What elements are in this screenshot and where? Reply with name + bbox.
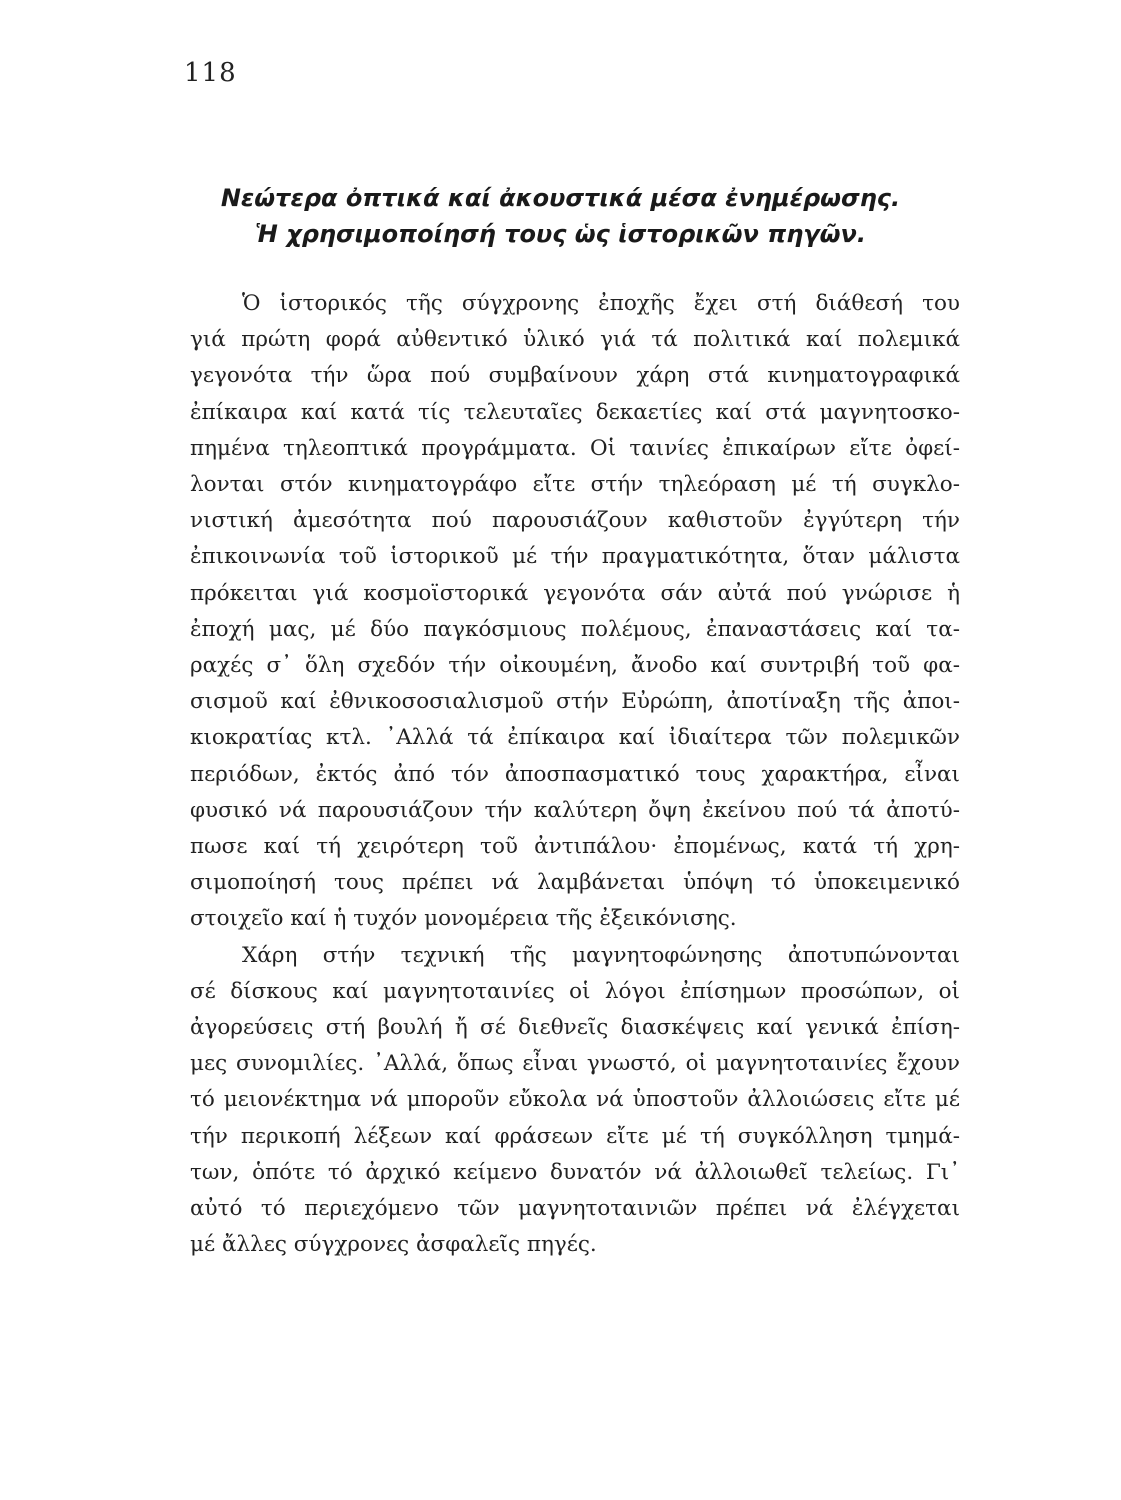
text-line: πρόκειται γιά κοσμοϊστορικά γεγονότα σάν αὐτά πού γνώρισε ἡ	[190, 580, 960, 606]
text-line: γεγονότα τήν ὥρα πού συμβαίνουν χάρη στά κινηματογραφικά	[190, 363, 960, 389]
text-line: μέ ἄλλες σύγχρονες ἀσφαλεῖς πηγές.	[190, 1232, 597, 1258]
text-line: ἐπικοινωνία τοῦ ἱστορικοῦ μέ τήν πραγματικότητα, ὅταν μάλιστα	[190, 544, 960, 570]
text-line: σέ δίσκους καί μαγνητοταινίες οἱ λόγοι ἐπίσημων προσώπων, οἱ	[190, 978, 960, 1004]
text-line: φυσικό νά παρουσιάζουν τήν καλύτερη ὄψη ἐκείνου πού τά ἀποτύ-	[190, 797, 960, 823]
paragraph-2	[190, 938, 960, 1264]
text-line: ἐποχή μας, μέ δύο παγκόσμιους πολέμους, ἐπαναστάσεις καί τα-	[190, 616, 960, 642]
text-line: στοιχεῖο καί ἡ τυχόν μονομέρεια τῆς ἐξεικόνισης.	[190, 906, 737, 932]
text-line: λονται στόν κινηματογράφο εἴτε στήν τηλεόραση μέ τή συγκλο-	[190, 472, 960, 498]
text-line: κιοκρατίας κτλ. ᾿Αλλά τά ἐπίκαιρα καί ἰδιαίτερα τῶν πολεμικῶν	[190, 725, 960, 751]
text-line: ἀγορεύσεις στή βουλή ἤ σέ διεθνεῖς διασκέψεις καί γενικά ἐπίση-	[190, 1015, 960, 1041]
text-line: περιόδων, ἐκτός ἀπό τόν ἀποσπασματικό τους χαρακτήρα, εἶναι	[190, 761, 960, 787]
page-number: 118	[184, 58, 237, 88]
text-line: Χάρη στήν τεχνική τῆς μαγνητοφώνησης ἀποτυπώνονται	[242, 942, 960, 968]
section-heading	[140, 180, 981, 252]
text-line: πωσε καί τή χειρότερη τοῦ ἀντιπάλου· ἐπομένως, κατά τή χρη-	[190, 834, 960, 860]
text-line: των, ὁπότε τό ἀρχικό κείμενο δυνατόν νά ἀλλοιωθεῖ τελείως. Γι᾿	[190, 1159, 960, 1185]
text-line: ραχές σ᾿ ὅλη σχεδόν τήν οἰκουμένη, ἄνοδο καί συντριβή τοῦ φα-	[190, 653, 960, 679]
heading-line-2: Ἡ χρησιμοποίησή τους ὡς ἱστορικῶν πηγῶν.	[255, 220, 866, 248]
text-line: τήν περικοπή λέξεων καί φράσεων εἴτε μέ τή συγκόλληση τμημά-	[190, 1123, 960, 1149]
text-line: σιμοποίησή τους πρέπει νά λαμβάνεται ὑπόψη τό ὑποκειμενικό	[190, 870, 960, 896]
heading-line-1: Νεώτερα ὀπτικά καί ἀκουστικά μέσα ἐνημέρωσης.	[220, 184, 901, 212]
text-line: πημένα τηλεοπτικά προγράμματα. Οἱ ταινίες ἐπικαίρων εἴτε ὀφεί-	[190, 435, 960, 461]
body-text	[190, 286, 960, 1263]
paragraph-1	[190, 286, 960, 938]
text-line: νιστική ἀμεσότητα πού παρουσιάζουν καθιστοῦν ἐγγύτερη τήν	[190, 508, 960, 534]
text-line: μες συνομιλίες. ᾿Αλλά, ὅπως εἶναι γνωστό, οἱ μαγνητοταινίες ἔχουν	[190, 1051, 960, 1077]
text-line: αὐτό τό περιεχόμενο τῶν μαγνητοταινιῶν πρέπει νά ἐλέγχεται	[190, 1196, 960, 1222]
text-line: Ὁ ἱστορικός τῆς σύγχρονης ἐποχῆς ἔχει στή διάθεσή του	[242, 291, 960, 316]
text-line: γιά πρώτη φορά αὐθεντικό ὑλικό γιά τά πολιτικά καί πολεμικά	[190, 327, 960, 353]
text-line: τό μειονέκτημα νά μποροῦν εὔκολα νά ὑποστοῦν ἀλλοιώσεις εἴτε μέ	[190, 1087, 960, 1113]
text-line: σισμοῦ καί ἐθνικοσοσιαλισμοῦ στήν Εὐρώπη, ἀποτίναξη τῆς ἀποι-	[190, 689, 960, 715]
text-line: ἐπίκαιρα καί κατά τίς τελευταῖες δεκαετίες καί στά μαγνητοσκο-	[190, 399, 960, 425]
